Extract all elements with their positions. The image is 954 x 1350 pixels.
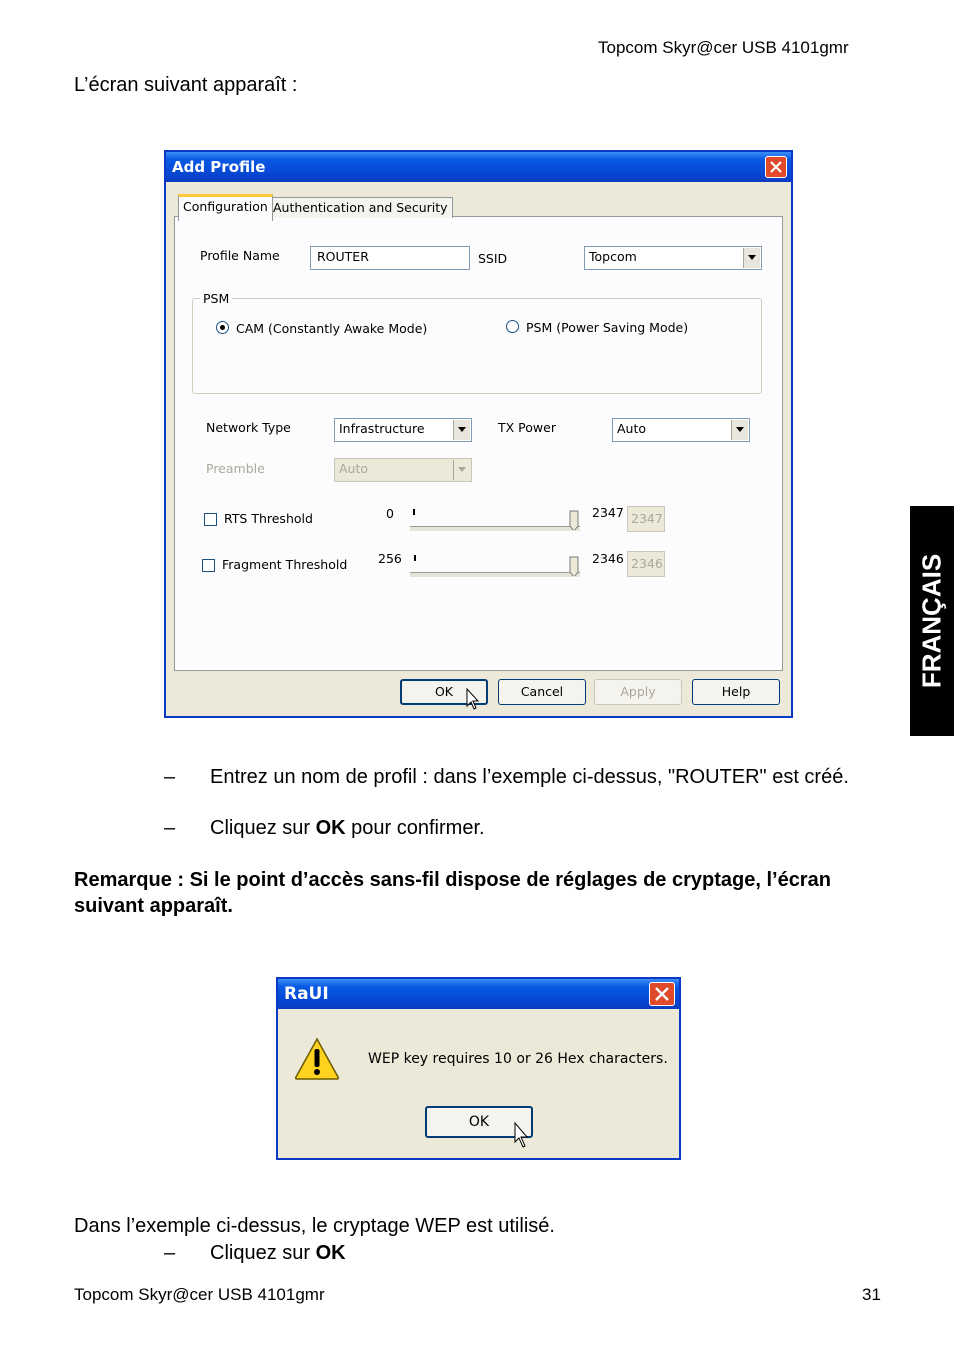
tab-configuration[interactable]: Configuration	[178, 194, 273, 221]
raui-ok-button[interactable]: OK	[425, 1106, 533, 1138]
cam-radio-label[interactable]: CAM (Constantly Awake Mode)	[236, 321, 428, 336]
ssid-value: Topcom	[589, 249, 637, 264]
tx-power-combo[interactable]	[612, 418, 750, 442]
closing-text: Dans l’exemple ci-dessus, le cryptage WEP est utilisé.	[74, 1215, 555, 1237]
mouse-pointer-icon	[514, 1122, 530, 1150]
chevron-down-icon	[458, 467, 466, 472]
step-2-after: pour confirmer.	[345, 817, 485, 839]
network-type-value: Infrastructure	[339, 421, 425, 436]
ok-button[interactable]: OK	[400, 679, 488, 705]
fragment-tick	[414, 555, 416, 561]
chevron-down-icon	[458, 427, 466, 432]
rts-slider-thumb[interactable]	[569, 510, 579, 530]
dialog-title: Add Profile	[172, 158, 266, 176]
profile-name-input[interactable]: ROUTER	[310, 246, 470, 270]
raui-titlebar[interactable]	[278, 979, 679, 1009]
fragment-threshold-label[interactable]: Fragment Threshold	[222, 557, 348, 572]
fragment-slider-thumb[interactable]	[569, 556, 579, 576]
language-label: FRANÇAIS	[916, 553, 947, 689]
network-type-dropdown-arrow[interactable]	[453, 420, 470, 440]
tab-authentication-security[interactable]: Authentication and Security	[268, 197, 453, 218]
help-button[interactable]: Help	[692, 679, 780, 705]
chevron-down-icon	[748, 255, 756, 260]
step-2-dash: –	[164, 817, 176, 839]
preamble-dropdown-arrow	[453, 460, 470, 480]
rts-min-label: 0	[386, 506, 394, 521]
cam-radio[interactable]	[216, 321, 229, 334]
raui-title: RaUI	[284, 984, 329, 1004]
ssid-combo[interactable]	[584, 246, 762, 270]
rts-threshold-checkbox[interactable]	[204, 513, 217, 526]
rts-max-label: 2347	[592, 505, 624, 520]
profile-name-label: Profile Name	[200, 248, 280, 263]
psm-radio[interactable]	[506, 320, 519, 333]
network-type-combo[interactable]	[334, 418, 472, 442]
fragment-value-box: 2346	[627, 551, 665, 577]
step-1-dash: –	[164, 766, 176, 788]
tx-power-label: TX Power	[498, 420, 556, 435]
rts-tick	[413, 509, 415, 515]
footer-title: Topcom Skyr@cer USB 4101gmr	[74, 1285, 325, 1304]
psm-group-label: PSM	[200, 291, 232, 306]
page-number: 31	[862, 1285, 881, 1304]
raui-dialog	[276, 977, 681, 1160]
tx-power-dropdown-arrow[interactable]	[731, 420, 748, 440]
rts-slider-track[interactable]	[410, 526, 580, 532]
psm-radio-label[interactable]: PSM (Power Saving Mode)	[526, 320, 689, 335]
step-1-text: Entrez un nom de profil : dans l’exemple ci-dessus, "ROUTER" est créé.	[210, 766, 849, 788]
tx-power-value: Auto	[617, 421, 647, 436]
ssid-label: SSID	[478, 251, 508, 266]
preamble-label: Preamble	[206, 461, 265, 476]
ssid-dropdown-arrow[interactable]	[743, 248, 760, 268]
warning-icon	[294, 1037, 340, 1081]
chevron-down-icon	[736, 427, 744, 432]
rts-value-box: 2347	[627, 506, 665, 532]
tab-panel	[174, 216, 783, 671]
step-3-bold: OK	[315, 1242, 346, 1264]
psm-groupbox	[192, 298, 762, 394]
preamble-combo	[334, 458, 472, 482]
fragment-threshold-checkbox[interactable]	[202, 559, 215, 572]
apply-button: Apply	[594, 679, 682, 705]
preamble-value: Auto	[339, 461, 369, 476]
step-2-text	[210, 815, 485, 841]
add-profile-titlebar[interactable]	[166, 152, 791, 182]
cancel-button[interactable]: Cancel	[498, 679, 586, 705]
rts-threshold-label[interactable]: RTS Threshold	[224, 511, 313, 526]
close-icon	[655, 987, 669, 1001]
step-2-bold: OK	[315, 817, 346, 839]
raui-close-button[interactable]	[649, 982, 675, 1006]
close-button[interactable]	[765, 156, 787, 178]
fragment-max-label: 2346	[592, 551, 624, 566]
step-3-dash: –	[164, 1242, 176, 1264]
step-3-before: Cliquez sur	[210, 1242, 316, 1264]
fragment-min-label: 256	[378, 551, 402, 566]
step-3-text	[210, 1240, 346, 1266]
language-side-tab	[910, 506, 954, 736]
page-header: Topcom Skyr@cer USB 4101gmr	[598, 38, 849, 57]
add-profile-dialog	[164, 150, 793, 718]
network-type-label: Network Type	[206, 420, 291, 435]
raui-message: WEP key requires 10 or 26 Hex characters.	[368, 1051, 668, 1067]
intro-text: L’écran suivant apparaît :	[74, 74, 298, 96]
note-text: Remarque : Si le point d’accès sans-fil dispose de réglages de cryptage, l’écran suivant apparaît.	[74, 869, 831, 917]
mouse-pointer-icon	[466, 688, 480, 712]
fragment-slider-track[interactable]	[410, 572, 580, 578]
step-2-before: Cliquez sur	[210, 817, 316, 839]
close-icon	[770, 161, 782, 173]
